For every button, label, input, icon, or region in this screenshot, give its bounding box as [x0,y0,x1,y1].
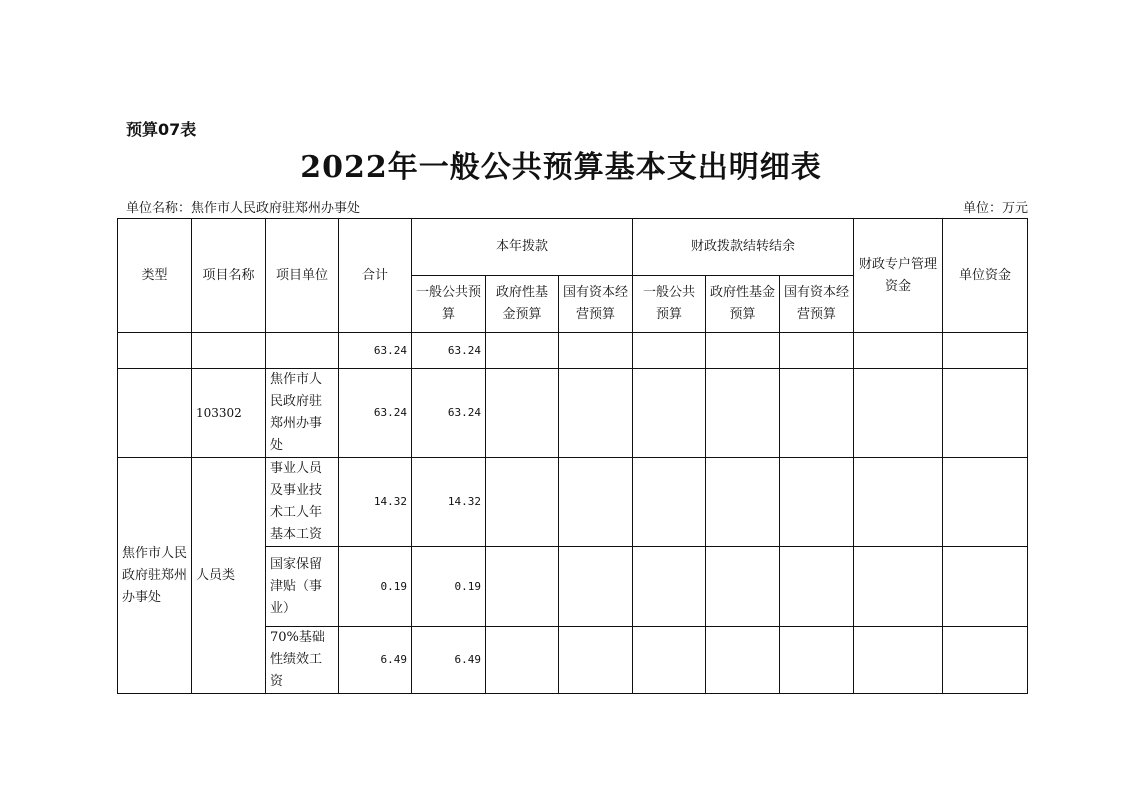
header-carryover: 财政拨款结转结余 [633,219,854,276]
cell-empty [706,627,780,694]
cell-empty [943,547,1028,627]
cell-empty [633,369,706,458]
cell-empty [780,627,854,694]
cell-empty [854,333,943,369]
cell-unit: 焦作市人民政府驻郑州办事处 [266,369,339,458]
cell-general: 6.49 [412,627,486,694]
cell-type [118,369,192,458]
header-gov-fund-2: 政府性基金预算 [706,276,780,333]
cell-item: 人员类 [192,458,266,694]
cell-empty [943,627,1028,694]
cell-item [192,333,266,369]
table-row [118,369,1028,458]
cell-empty [943,458,1028,547]
form-number: 预算07表 [126,120,197,139]
header-gov-fund: 政府性基金预算 [486,276,559,333]
cell-empty [854,627,943,694]
cell-total: 63.24 [339,369,412,458]
cell-empty [486,333,559,369]
cell-empty [943,369,1028,458]
cell-empty [559,333,633,369]
unit-name-label: 单位名称：焦作市人民政府驻郑州办事处 [126,201,361,216]
header-unit-fund: 单位资金 [943,219,1028,333]
cell-empty [633,627,706,694]
cell-unit: 国家保留津贴（事业） [266,547,339,627]
header-item-unit: 项目单位 [266,219,339,333]
cell-general: 63.24 [412,333,486,369]
cell-empty [633,333,706,369]
cell-empty [486,627,559,694]
cell-empty [559,369,633,458]
cell-empty [943,333,1028,369]
cell-empty [706,547,780,627]
header-state-capital-2: 国有资本经营预算 [780,276,854,333]
unit-measure-label: 单位：万元 [962,201,1028,216]
header-special-fund: 财政专户管理资金 [854,219,943,333]
header-general-budget: 一般公共预算 [412,276,486,333]
cell-empty [780,458,854,547]
cell-total: 6.49 [339,627,412,694]
page-title: 2022年一般公共预算基本支出明细表 [300,150,822,185]
cell-general: 0.19 [412,547,486,627]
cell-empty [559,547,633,627]
table-row [118,333,1028,369]
cell-empty [706,333,780,369]
cell-empty [854,458,943,547]
cell-total: 14.32 [339,458,412,547]
cell-empty [706,369,780,458]
cell-type: 焦作市人民政府驻郑州办事处 [118,458,192,694]
cell-empty [559,458,633,547]
table-row [118,458,1028,547]
cell-empty [486,547,559,627]
header-item-name: 项目名称 [192,219,266,333]
cell-total: 0.19 [339,547,412,627]
cell-total: 63.24 [339,333,412,369]
header-row-1 [118,219,1028,276]
cell-general: 14.32 [412,458,486,547]
cell-empty [633,547,706,627]
budget-table [117,218,1028,694]
cell-unit: 70%基础性绩效工资 [266,627,339,694]
cell-general: 63.24 [412,369,486,458]
header-general-budget-2: 一般公共预算 [633,276,706,333]
cell-empty [780,369,854,458]
cell-empty [486,458,559,547]
cell-unit: 事业人员及事业技术工人年基本工资 [266,458,339,547]
cell-empty [854,547,943,627]
cell-unit [266,333,339,369]
header-total: 合计 [339,219,412,333]
cell-empty [486,369,559,458]
header-current-year: 本年拨款 [412,219,633,276]
cell-type [118,333,192,369]
cell-empty [559,627,633,694]
cell-empty [854,369,943,458]
header-state-capital: 国有资本经营预算 [559,276,633,333]
cell-empty [780,333,854,369]
header-type: 类型 [118,219,192,333]
cell-item: 103302 [192,369,266,458]
cell-empty [706,458,780,547]
cell-empty [780,547,854,627]
cell-empty [633,458,706,547]
